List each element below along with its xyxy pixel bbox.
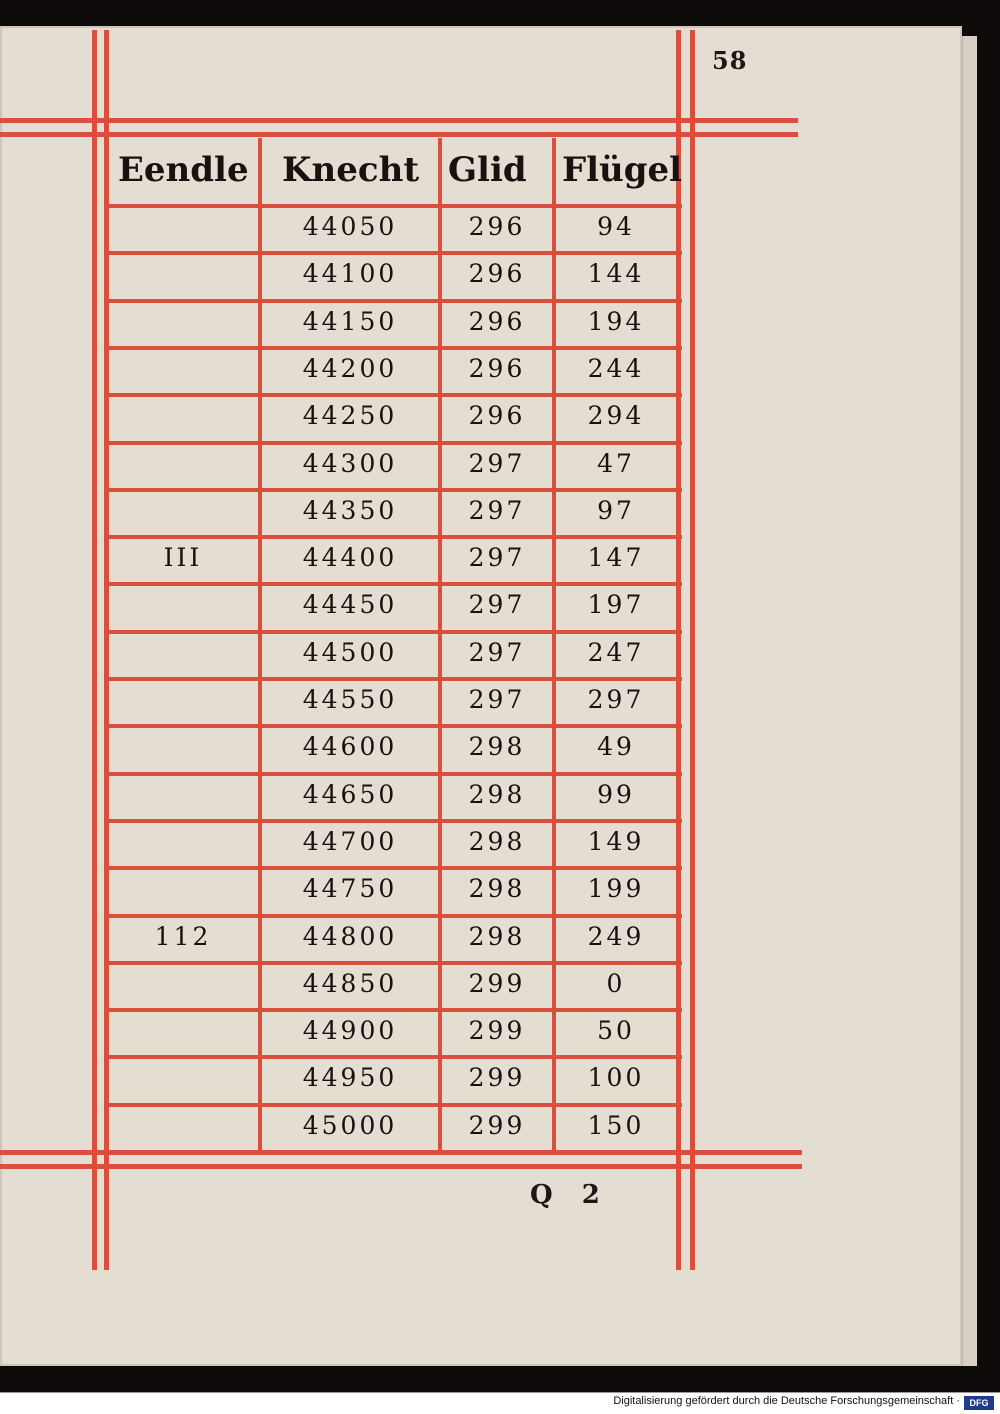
cell-fluegel: 99 (597, 780, 635, 809)
cell-fluegel: 47 (597, 449, 635, 478)
cell-glid: 296 (468, 259, 526, 288)
cell-knecht: 44900 (302, 1016, 398, 1045)
cell-knecht: 44250 (302, 401, 398, 430)
cell-knecht: 44550 (302, 685, 398, 714)
rule-bottom-2 (0, 1164, 802, 1169)
rule-row-2 (108, 251, 682, 255)
header-glid: Glid (448, 150, 527, 190)
rule-row-12 (108, 724, 682, 728)
cell-fluegel: 199 (587, 874, 645, 903)
cell-fluegel: 94 (597, 212, 635, 241)
rule-row-7 (108, 488, 682, 492)
cell-fluegel: 197 (587, 590, 645, 619)
rule-row-17 (108, 961, 682, 965)
header-eendle: Eendle (118, 150, 249, 190)
cell-fluegel: 150 (587, 1111, 645, 1140)
cell-glid: 296 (468, 354, 526, 383)
rule-left-outer (92, 30, 97, 1270)
cell-glid: 297 (468, 449, 526, 478)
cell-eendle: 112 (154, 922, 212, 951)
cell-knecht: 44500 (302, 638, 398, 667)
rule-row-18 (108, 1008, 682, 1012)
cell-fluegel: 249 (587, 922, 645, 951)
dfg-logo-icon: DFG (964, 1396, 994, 1410)
cell-knecht: 44850 (302, 969, 398, 998)
rule-row-3 (108, 299, 682, 303)
cell-fluegel: 194 (587, 307, 645, 336)
rule-row-16 (108, 914, 682, 918)
rule-left-inner (104, 30, 109, 1270)
funding-notice: Digitalisierung gefördert durch die Deutsche Forschungsgemeinschaft · (613, 1395, 960, 1407)
rule-row-1 (108, 204, 682, 208)
cell-knecht: 44350 (302, 496, 398, 525)
cell-knecht: 44700 (302, 827, 398, 856)
cell-fluegel: 144 (587, 259, 645, 288)
cell-fluegel: 147 (587, 543, 645, 572)
cell-fluegel: 244 (587, 354, 645, 383)
rule-row-8 (108, 535, 682, 539)
rule-row-10 (108, 630, 682, 634)
cell-eendle: III (163, 543, 203, 572)
cell-knecht: 44650 (302, 780, 398, 809)
cell-fluegel: 247 (587, 638, 645, 667)
header-fluegel: Flügel (562, 150, 683, 190)
cell-knecht: 44950 (302, 1063, 398, 1092)
cell-glid: 298 (468, 874, 526, 903)
cell-knecht: 44050 (302, 212, 398, 241)
footer-bar (0, 1392, 1000, 1414)
rule-row-6 (108, 441, 682, 445)
cell-fluegel: 97 (597, 496, 635, 525)
cell-glid: 299 (468, 1016, 526, 1045)
cell-knecht: 44400 (302, 543, 398, 572)
cell-knecht: 44750 (302, 874, 398, 903)
rule-row-9 (108, 582, 682, 586)
rule-row-14 (108, 819, 682, 823)
rule-row-19 (108, 1055, 682, 1059)
cell-glid: 296 (468, 401, 526, 430)
cell-glid: 296 (468, 307, 526, 336)
header-knecht: Knecht (282, 150, 420, 190)
cell-fluegel: 100 (587, 1063, 645, 1092)
rule-row-15 (108, 866, 682, 870)
cell-glid: 296 (468, 212, 526, 241)
cell-glid: 299 (468, 1063, 526, 1092)
cell-knecht: 44200 (302, 354, 398, 383)
rule-row-20 (108, 1103, 682, 1107)
cell-fluegel: 297 (587, 685, 645, 714)
cell-glid: 298 (468, 827, 526, 856)
cell-glid: 298 (468, 780, 526, 809)
cell-fluegel: 50 (597, 1016, 635, 1045)
rule-bottom-1 (0, 1150, 802, 1155)
cell-fluegel: 49 (597, 732, 635, 761)
cell-glid: 299 (468, 969, 526, 998)
cell-glid: 297 (468, 685, 526, 714)
cell-knecht: 44100 (302, 259, 398, 288)
signature-mark: Q 2 (530, 1180, 610, 1210)
cell-fluegel: 0 (606, 969, 626, 998)
cell-knecht: 44450 (302, 590, 398, 619)
rule-top-1 (0, 118, 798, 123)
rule-right-outer (690, 30, 695, 1270)
page-number: 58 (712, 46, 748, 75)
cell-glid: 298 (468, 732, 526, 761)
cell-fluegel: 149 (587, 827, 645, 856)
cell-knecht: 44150 (302, 307, 398, 336)
cell-knecht: 44600 (302, 732, 398, 761)
cell-knecht: 44800 (302, 922, 398, 951)
cell-glid: 297 (468, 496, 526, 525)
rule-row-4 (108, 346, 682, 350)
rule-right-inner (676, 30, 681, 1270)
cell-glid: 297 (468, 590, 526, 619)
cell-fluegel: 294 (587, 401, 645, 430)
cell-glid: 298 (468, 922, 526, 951)
cell-glid: 297 (468, 543, 526, 572)
page-edge (962, 36, 977, 1366)
cell-glid: 297 (468, 638, 526, 667)
cell-glid: 299 (468, 1111, 526, 1140)
rule-top-2 (0, 132, 798, 137)
cell-knecht: 44300 (302, 449, 398, 478)
rule-row-5 (108, 393, 682, 397)
rule-row-11 (108, 677, 682, 681)
cell-knecht: 45000 (302, 1111, 398, 1140)
rule-row-13 (108, 772, 682, 776)
